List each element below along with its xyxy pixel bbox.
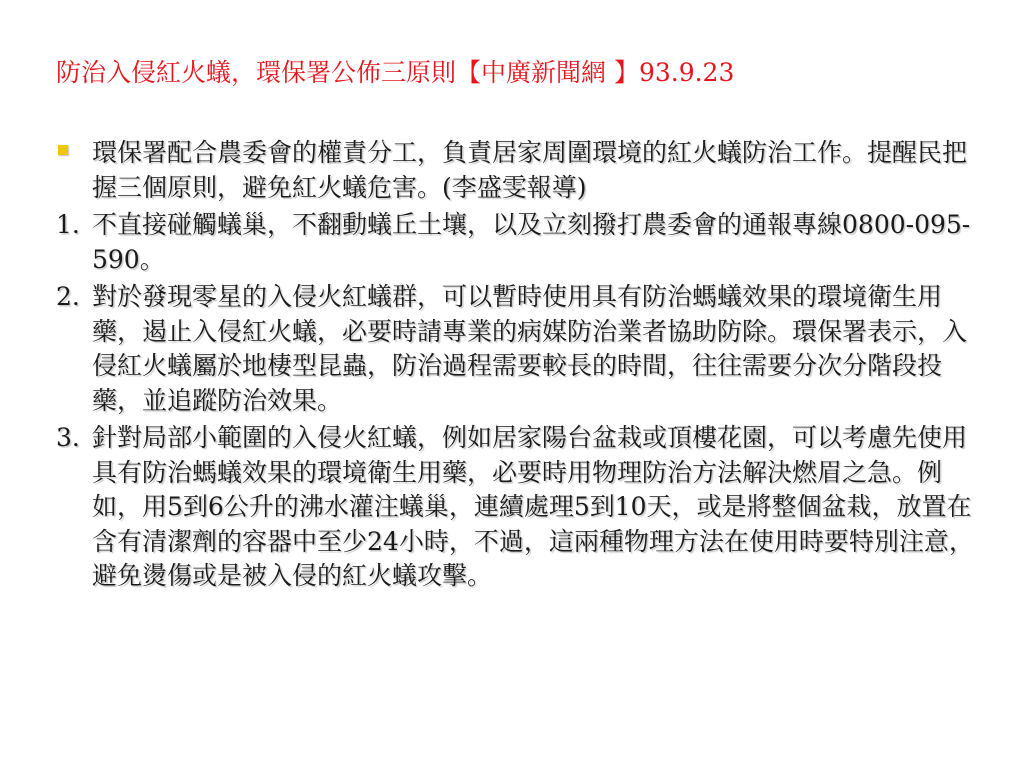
intro-paragraph bbox=[56, 136, 986, 205]
item-number: 3. bbox=[56, 423, 80, 452]
item-number: 1. bbox=[56, 210, 80, 239]
list-item bbox=[56, 421, 986, 594]
item-text: 對於發現零星的入侵火紅蟻群，可以暫時使用具有防治螞蟻效果的環境衛生用藥，遏止入侵紅火蟻，必要時請專業的病媒防治業者協助防除。環保署表示，入侵紅火蟻屬於地棲型昆蟲，防治過程需要較長的時間，往往需要分次分階段投藥，並追蹤防治效果。 bbox=[92, 282, 968, 415]
slide-body bbox=[56, 136, 986, 597]
list-item bbox=[56, 208, 986, 277]
item-text: 針對局部小範圍的入侵火紅蟻，例如居家陽台盆栽或頂樓花園，可以考慮先使用具有防治螞蟻效果的環境衛生用藥，必要時用物理防治方法解決燃眉之急。例如，用5到6公升的沸水灌注蟻巢，連續處理5到10天，或是將整個盆栽，放置在含有清潔劑的容器中至少24小時，不過，這兩種物理方法在使用時要特別注意，避免燙傷或是被入侵的紅火蟻攻擊。 bbox=[92, 423, 974, 590]
item-text: 不直接碰觸蟻巢，不翻動蟻丘土壤，以及立刻撥打農委會的通報專線0800-095-590。 bbox=[92, 210, 971, 274]
list-item bbox=[56, 280, 986, 418]
slide-title: 防治入侵紅火蟻，環保署公佈三原則【中廣新聞網 】93.9.23 bbox=[56, 58, 735, 87]
intro-text: 環保署配合農委會的權責分工，負責居家周圍環境的紅火蟻防治工作。提醒民把握三個原則，避免紅火蟻危害。(李盛雯報導) bbox=[92, 138, 968, 202]
square-bullet-icon bbox=[58, 145, 68, 155]
item-number: 2. bbox=[56, 282, 80, 311]
